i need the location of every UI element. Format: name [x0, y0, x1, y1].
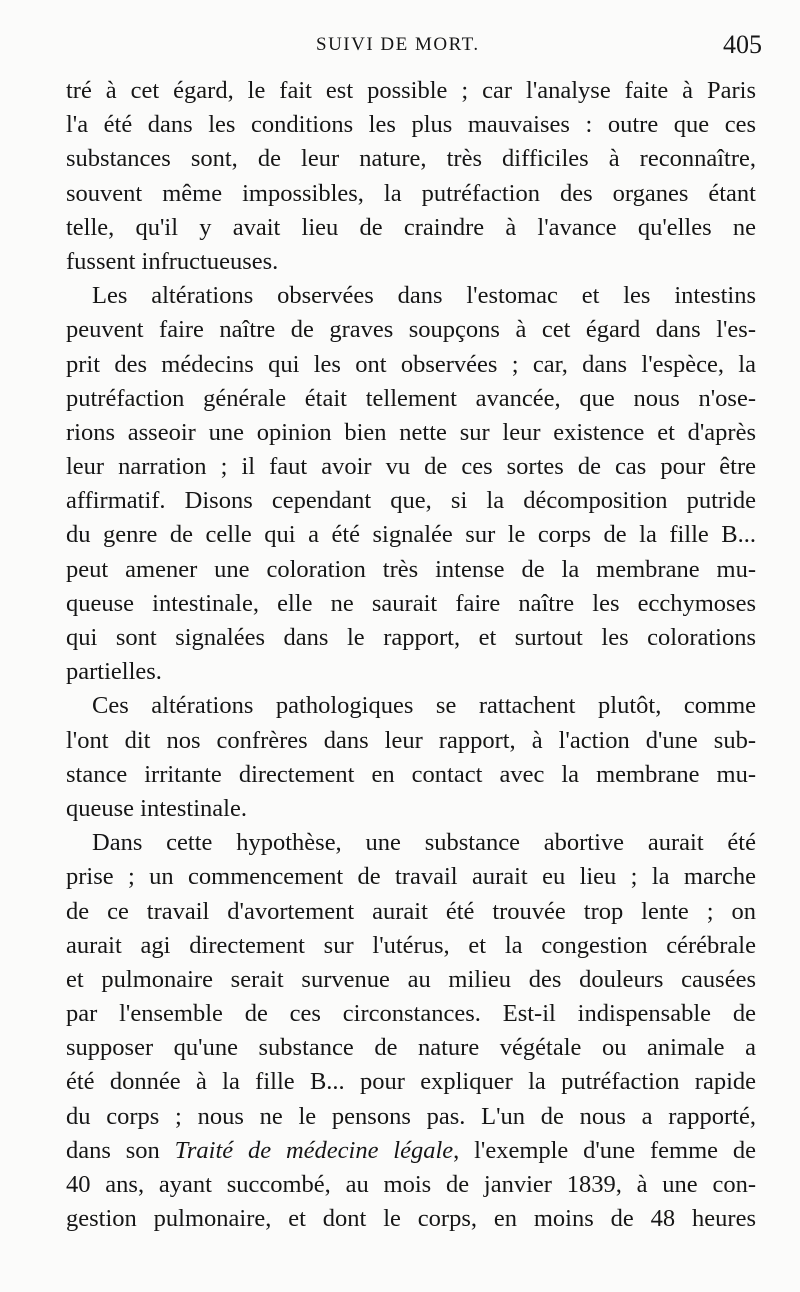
text-line: de ce travail d'avortement aurait été trouvée trop lente ; on [66, 897, 756, 925]
text-line: prise ; un commencement de travail aurait eu lieu ; la marche [66, 863, 756, 891]
text-line: par l'ensemble de ces circonstances. Est-il indispensable de [66, 1000, 756, 1028]
text-line: l'a été dans les conditions les plus mauvaises : outre que ces [66, 111, 756, 139]
text-line: gestion pulmonaire, et dont le corps, en moins de 48 heures [66, 1205, 756, 1233]
text-fragment: , l'exemple d'une femme de [453, 1136, 756, 1164]
text-line: l'ont dit nos confrères dans leur rapport, à l'action d'une sub- [66, 726, 756, 754]
text-line: putréfaction générale était tellement avancée, que nous n'ose- [66, 384, 756, 412]
text-line: Les altérations observées dans l'estomac et les intestins [92, 282, 756, 310]
text-line: telle, qu'il y avait lieu de craindre à l'avance qu'elles ne [66, 213, 756, 241]
text-line: supposer qu'une substance de nature végétale ou animale a [66, 1034, 756, 1062]
text-line: partielles. [66, 658, 162, 686]
body-text [66, 74, 756, 1236]
paragraph [66, 826, 756, 1236]
paragraph [66, 279, 756, 689]
text-line: 40 ans, ayant succombé, au mois de janvier 1839, à une con- [66, 1171, 756, 1198]
text-line: tré à cet égard, le fait est possible ; car l'analyse faite à Paris [66, 77, 756, 104]
running-head: SUIVI DE MORT. [316, 34, 480, 55]
text-line: et pulmonaire serait survenue au milieu des douleurs causées [66, 965, 756, 993]
text-line: prit des médecins qui les ont observées ; car, dans l'espèce, la [66, 350, 756, 378]
text-line: fussent infructueuses. [66, 247, 279, 275]
text-line: Ces altérations pathologiques se rattachent plutôt, comme [92, 692, 756, 720]
paragraph [66, 74, 756, 279]
text-line: peut amener une coloration très intense de la membrane mu- [66, 555, 756, 583]
paragraph [66, 689, 756, 826]
book-title-italic: Traité de médecine légale [174, 1136, 454, 1164]
text-line: été donnée à la fille B... pour expliquer la putréfaction rapide [66, 1068, 756, 1096]
text-line-with-citation [66, 1134, 756, 1168]
text-fragment: dans son [66, 1136, 175, 1164]
text-line: substances sont, de leur nature, très difficiles à reconnaître, [66, 145, 756, 173]
text-line: stance irritante directement en contact avec la membrane mu- [66, 760, 756, 788]
text-line: Dans cette hypothèse, une substance abortive aurait été [92, 829, 756, 857]
text-line: leur narration ; il faut avoir vu de ces sortes de cas pour être [66, 453, 756, 481]
text-line: affirmatif. Disons cependant que, si la décomposition putride [66, 487, 756, 515]
text-line: peuvent faire naître de graves soupçons à cet égard dans l'es- [66, 316, 756, 344]
text-line: rions asseoir une opinion bien nette sur leur existence et d'après [66, 418, 756, 446]
page-number: 405 [723, 30, 762, 59]
text-line: du genre de celle qui a été signalée sur le corps de la fille B... [66, 521, 756, 549]
page-header [0, 30, 800, 66]
text-line: aurait agi directement sur l'utérus, et la congestion cérébrale [66, 931, 756, 959]
text-line: du corps ; nous ne le pensons pas. L'un de nous a rapporté, [66, 1102, 756, 1130]
text-line: qui sont signalées dans le rapport, et surtout les colorations [66, 624, 756, 651]
text-line: queuse intestinale. [66, 794, 247, 822]
text-line: souvent même impossibles, la putréfaction des organes étant [66, 179, 756, 207]
text-line: queuse intestinale, elle ne saurait faire naître les ecchymoses [66, 589, 756, 617]
